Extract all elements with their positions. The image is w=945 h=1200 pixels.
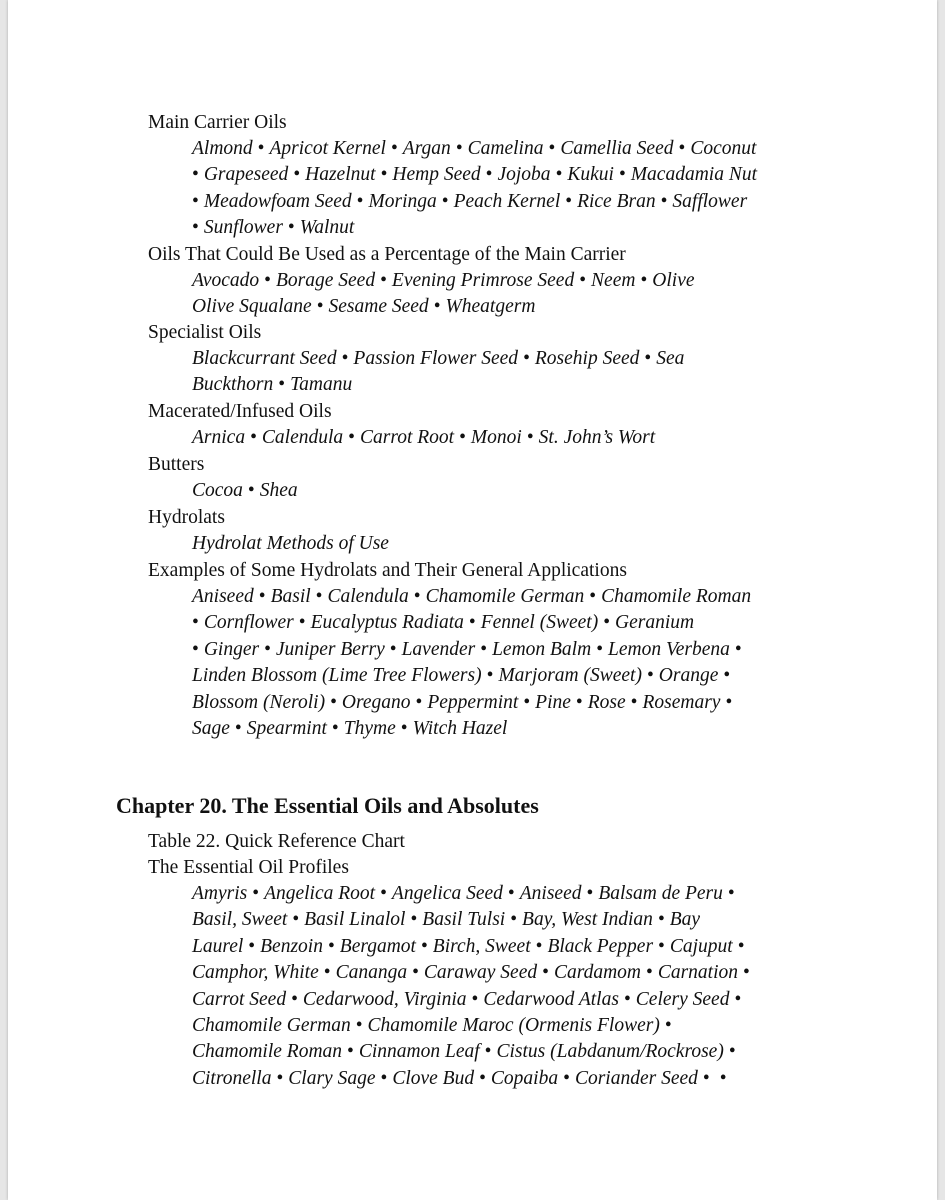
list-item: Cinnamon Leaf [358,1041,480,1063]
item-line [192,268,842,294]
list-item: Lemon Verbena [608,638,730,660]
list-item: Ginger [203,638,260,660]
list-item: Lemon Balm [492,638,592,660]
bullet-separator: • [330,691,337,713]
list-item: Hydrolat Methods of Use [192,533,389,554]
item-line [192,907,842,933]
bullet-separator: • [725,691,733,713]
bullet-separator: • [400,718,408,740]
list-item: Neem [591,270,636,291]
section-title-butters: Butters [148,454,205,475]
list-item: Fennel (Sweet) [480,612,599,634]
bullet-separator: • [278,374,286,396]
list-item: Cedarwood Atlas [483,988,619,1010]
list-item: Bergamot [339,935,416,957]
list-item: Sage [192,718,230,740]
list-item: Cananga [335,962,408,984]
list-item: Borage Seed [275,270,376,291]
items-macerated-oils [192,425,842,451]
bullet-separator: • [723,665,731,687]
list-item: Witch Hazel [412,718,508,740]
list-item: Benzoin [260,935,323,957]
items-hydrolat-examples [192,584,842,742]
list-item: Sea [656,348,685,369]
bullet-separator: • [719,1067,727,1089]
list-item: Basil Linalol [304,909,406,931]
items-percentage-oils [192,268,842,321]
list-item: Basil, Sweet [192,909,288,931]
list-item: Chamomile German [192,1015,351,1037]
list-item: Birch, Sweet [432,935,531,957]
list-item: Chamomile Roman [192,1041,343,1063]
list-item: Rose [587,691,626,713]
item-line [192,478,842,504]
bullet-separator: • [586,883,594,904]
section-title-specialist-oils: Specialist Oils [148,322,262,343]
list-item: Sunflower [203,217,283,239]
item-line [192,610,842,636]
item-line [192,716,842,742]
bullet-separator: • [660,190,668,212]
bullet-separator: • [727,883,735,904]
bullet-separator: • [441,190,449,212]
list-item: Marjoram (Sweet) [498,665,642,687]
list-item: Laurel [192,935,244,957]
list-item: Olive Squalane [192,296,312,318]
item-line [192,531,842,557]
list-item: Angelica Seed [391,883,503,904]
items-butters [192,478,842,504]
list-item: Avocado [192,270,260,291]
list-item: Coriander Seed [574,1067,698,1089]
bullet-separator: • [702,1067,710,1089]
item-line [192,136,842,162]
list-item: Bay, West Indian [522,909,653,931]
list-item: Amyris [192,883,248,904]
list-item: Clove Bud [392,1067,475,1089]
item-line [192,690,842,716]
bullet-separator: • [542,962,549,984]
bullet-separator: • [657,909,665,931]
bullet-separator: • [510,909,518,931]
list-item: Carnation [657,962,739,984]
list-item: Shea [259,480,298,501]
list-item: Cedarwood, Virginia [302,988,467,1010]
list-item: Copaiba [490,1067,559,1089]
items-main-carrier-oils [192,136,842,242]
list-item: Chamomile Roman [601,586,752,607]
bullet-separator: • [389,638,397,660]
list-item: Aniseed [519,883,582,904]
bullet-separator: • [563,1067,570,1089]
list-item: Monoi [470,427,522,448]
list-item: Peach Kernel [453,190,561,212]
bullet-separator: • [380,1067,388,1089]
list-item: Aniseed [192,586,254,607]
list-item: Almond [192,138,253,159]
bullet-separator: • [192,164,199,186]
list-item: Spearmint [246,718,327,740]
list-item: Cajuput [669,935,733,957]
bullet-separator: • [413,586,421,607]
list-item: Juniper Berry [275,638,385,660]
item-line [192,881,842,907]
item-line [192,189,842,215]
bullet-separator: • [252,883,260,904]
section-title-essential-oil-profiles: The Essential Oil Profiles [148,857,349,878]
bullet-separator: • [678,138,686,159]
bullet-separator: • [291,988,298,1010]
bullet-separator: • [258,586,266,607]
item-line [192,372,842,398]
list-item: Lavender [401,638,476,660]
bullet-separator: • [247,480,255,501]
list-item: Evening Primrose Seed [391,270,575,291]
bullet-separator: • [630,691,638,713]
bullet-separator: • [589,586,597,607]
document-page [8,0,937,1200]
bullet-separator: • [596,638,604,660]
bullet-separator: • [293,164,301,186]
bullet-separator: • [192,638,199,660]
items-hydrolats [192,531,842,557]
bullet-separator: • [292,909,300,931]
bullet-separator: • [484,1041,492,1063]
bullet-separator: • [468,612,476,634]
item-line [192,1066,842,1092]
item-line [192,294,842,320]
bullet-separator: • [380,883,387,904]
list-item: Olive [652,270,695,291]
list-item: Meadowfoam Seed [203,190,352,212]
bullet-separator: • [480,638,488,660]
list-item: Cornflower [203,612,294,634]
item-line [192,584,842,610]
list-item: Moringa [368,190,437,212]
bullet-separator: • [555,164,563,186]
list-item: Macadamia Nut [630,164,758,186]
bullet-separator: • [192,190,199,212]
bullet-separator: • [523,691,531,713]
bullet-separator: • [298,612,306,634]
bullet-separator: • [623,988,631,1010]
list-item: Chamomile German [425,586,585,607]
list-item: Chamomile Maroc (Ormenis Flower) [367,1015,660,1037]
item-line [192,663,842,689]
bullet-separator: • [618,164,626,186]
bullet-separator: • [356,190,364,212]
list-item: Grapeseed [203,164,289,186]
item-line [192,215,842,241]
section-title-hydrolats: Hydrolats [148,507,225,528]
bullet-separator: • [410,909,418,931]
list-item: Angelica Root [264,883,376,904]
bullet-separator: • [316,296,324,318]
bullet-separator: • [603,612,611,634]
list-item: Calendula [261,427,344,448]
list-item: Arnica [192,427,246,448]
list-item: Argan [402,138,451,159]
list-item: Camellia Seed [560,138,674,159]
item-line [192,346,842,372]
bullet-separator: • [287,217,295,239]
list-item: Caraway Seed [423,962,538,984]
list-item: Orange [658,665,719,687]
bullet-separator: • [390,138,398,159]
list-item: Black Pepper [547,935,654,957]
bullet-separator: • [734,638,742,660]
bullet-separator: • [471,988,479,1010]
bullet-separator: • [743,962,750,984]
list-item: Basil [270,586,311,607]
items-specialist-oils [192,346,842,399]
list-item: Tamanu [290,374,353,396]
list-item: Kukui [567,164,614,186]
bullet-separator: • [523,348,530,369]
section-title-percentage-oils: Oils That Could Be Used as a Percentage of the Main Carrier [148,244,626,265]
list-item: Apricot Kernel [269,138,386,159]
list-item: St. John’s Wort [538,427,656,448]
list-item: Linden Blossom (Lime Tree Flowers) [192,665,482,687]
list-item: Oregano [341,691,411,713]
item-line [192,1013,842,1039]
bullet-separator: • [640,270,648,291]
bullet-separator: • [479,1067,486,1089]
list-item: Blackcurrant Seed [192,348,337,369]
bullet-separator: • [535,935,543,957]
bullet-separator: • [433,296,441,318]
bullet-separator: • [264,270,271,291]
section-title-main-carrier-oils: Main Carrier Oils [148,112,287,133]
list-item: Balsam de Peru [598,883,723,904]
bullet-separator: • [459,427,466,448]
bullet-separator: • [380,164,388,186]
bullet-separator: • [323,962,331,984]
bullet-separator: • [644,348,652,369]
bullet-separator: • [737,935,745,957]
bullet-separator: • [248,935,256,957]
list-item: Sesame Seed [328,296,429,318]
list-item: Pine [535,691,571,713]
list-item: Safflower [672,190,748,212]
bullet-separator: • [579,270,587,291]
bullet-separator: • [455,138,463,159]
list-item: Cardamom [553,962,641,984]
bullet-separator: • [327,935,335,957]
bullet-separator: • [646,665,654,687]
list-item: Peppermint [427,691,519,713]
bullet-separator: • [264,638,271,660]
bullet-separator: • [485,164,493,186]
section-title-quick-reference: Table 22. Quick Reference Chart [148,831,405,852]
bullet-separator: • [658,935,665,957]
chapter-heading: Chapter 20. The Essential Oils and Absolutes [116,793,539,818]
list-item: Camelina [467,138,544,159]
list-item: Rosemary [642,691,721,713]
list-item: Clary Sage [288,1067,376,1089]
list-item: Hazelnut [305,164,376,186]
bullet-separator: • [526,427,534,448]
bullet-separator: • [347,1041,354,1063]
list-item: Rosehip Seed [534,348,640,369]
bullet-separator: • [348,427,355,448]
list-item: Passion Flower Seed [353,348,519,369]
bullet-separator: • [341,348,349,369]
bullet-separator: • [486,665,494,687]
list-item: Jojoba [497,164,551,186]
list-item: Basil Tulsi [422,909,506,931]
bullet-separator: • [380,270,387,291]
bullet-separator: • [234,718,242,740]
item-line [192,425,842,451]
list-item: Eucalyptus Radiata [310,612,464,634]
list-item: Blossom (Neroli) [192,691,326,713]
bullet-separator: • [415,691,423,713]
bullet-separator: • [276,1067,284,1089]
list-item: Cocoa [192,480,243,501]
item-line [192,637,842,663]
list-item: Calendula [327,586,409,607]
list-item: Carrot Root [359,427,455,448]
bullet-separator: • [734,988,742,1010]
list-item: Coconut [690,138,757,159]
list-item: Wheatgerm [445,296,536,318]
list-item: Citronella [192,1067,272,1089]
bullet-separator: • [250,427,257,448]
list-item: Bay [669,909,701,931]
bullet-separator: • [575,691,583,713]
bullet-separator: • [192,217,199,239]
list-item: Hemp Seed [392,164,481,186]
bullet-separator: • [412,962,419,984]
bullet-separator: • [192,612,199,634]
item-line [192,960,842,986]
bullet-separator: • [728,1041,736,1063]
list-item: Camphor, White [192,962,319,984]
list-item: Rice Bran [577,190,656,212]
list-item: Carrot Seed [192,988,287,1010]
bullet-separator: • [646,962,653,984]
bullet-separator: • [565,190,573,212]
section-title-hydrolat-examples: Examples of Some Hydrolats and Their General Applications [148,560,627,581]
list-item: Buckthorn [192,374,274,396]
item-line [192,987,842,1013]
item-line [192,934,842,960]
bullet-separator: • [315,586,323,607]
list-item: Geranium [615,612,695,634]
list-item: Cistus (Labdanum/Rockrose) [496,1041,724,1063]
bullet-separator: • [257,138,265,159]
items-essential-oil-profiles [192,881,842,1092]
list-item: Thyme [343,718,396,740]
list-item: Celery Seed [635,988,730,1010]
bullet-separator: • [507,883,515,904]
bullet-separator: • [420,935,428,957]
section-title-macerated-oils: Macerated/Infused Oils [148,401,332,422]
bullet-separator: • [355,1015,363,1037]
bullet-separator: • [331,718,339,740]
list-item: Walnut [299,217,355,239]
item-line [192,1039,842,1065]
item-line [192,162,842,188]
bullet-separator: • [548,138,556,159]
bullet-separator: • [664,1015,672,1037]
